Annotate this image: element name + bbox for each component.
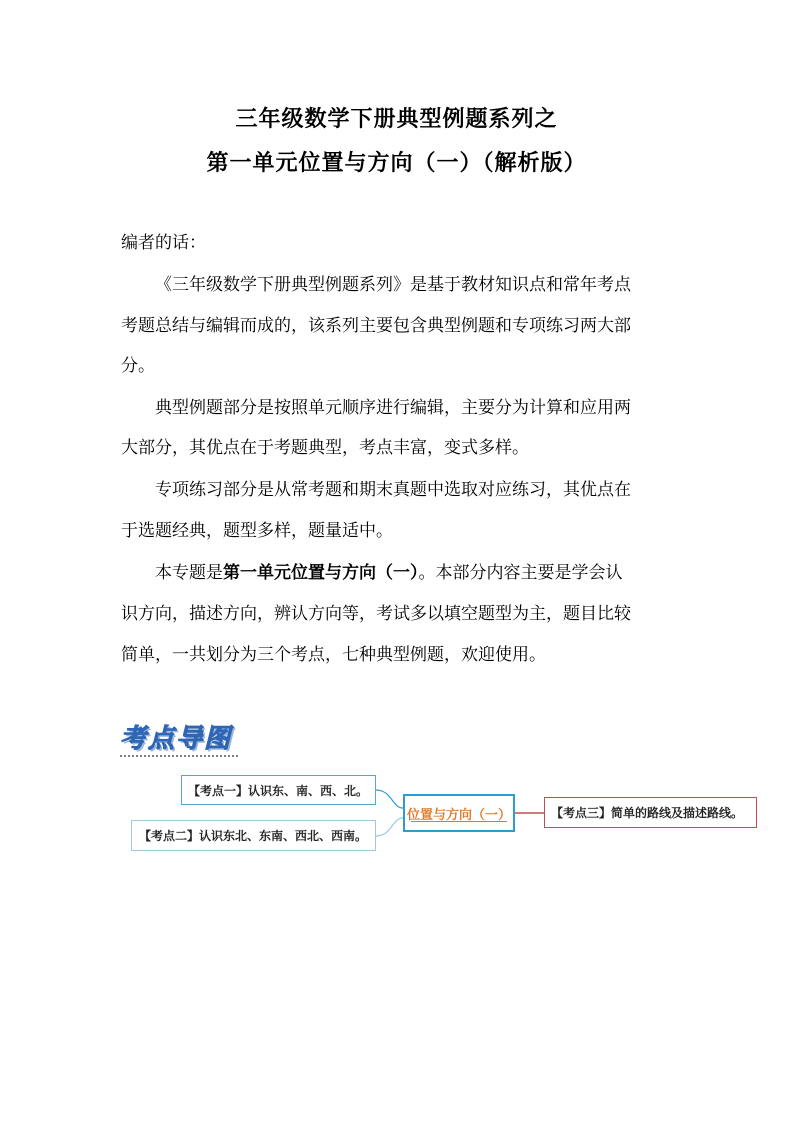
mindmap-node-kaodian-2: 【考点二】认识东北、东南、西北、西南。	[131, 820, 376, 851]
paragraph-4-text-pre: 本专题是	[155, 563, 223, 583]
paragraph-1-line-1: 《三年级数学下册典型例题系列》是基于教材知识点和常年考点	[155, 275, 631, 295]
paragraph-1-line-2: 考题总结与编辑而成的，该系列主要包含典型例题和专项练习两大部	[121, 316, 631, 336]
paragraph-3-line-1: 专项练习部分是从常考题和期末真题中选取对应练习，其优点在	[155, 480, 631, 500]
mindmap-node-kaodian-3: 【考点三】简单的路线及描述路线。	[544, 797, 757, 828]
document-title-line1: 三年级数学下册典型例题系列之	[235, 107, 558, 132]
mindmap-heading: 考点导图	[120, 724, 233, 754]
connector-kd2	[376, 818, 403, 836]
paragraph-1-line-3: 分。	[121, 356, 155, 376]
paragraph-4-text-bold: 第一单元位置与方向（一）	[223, 563, 419, 583]
paragraph-4-line-3: 简单，一共划分为三个考点，七种典型例题，欢迎使用。	[121, 645, 546, 665]
mindmap-center-underline	[411, 821, 507, 822]
paragraph-2-line-2: 大部分，其优点在于考题典型，考点丰富，变式多样。	[121, 438, 529, 458]
paragraph-4-line-2: 识方向，描述方向，辨认方向等，考试多以填空题型为主，题目比较	[121, 604, 631, 624]
intro-label: 编者的话：	[121, 233, 206, 253]
paragraph-4-text-post: 。本部分内容主要是学会认	[418, 563, 623, 583]
document-title-line2: 第一单元位置与方向（一）（解析版）	[206, 151, 587, 176]
connector-kd1	[376, 790, 403, 808]
mindmap-node-kaodian-1: 【考点一】认识东、南、西、北。	[181, 775, 376, 805]
paragraph-2-line-1: 典型例题部分是按照单元顺序进行编辑，主要分为计算和应用两	[155, 398, 631, 418]
paragraph-3-line-2: 于选题经典，题型多样，题量适中。	[121, 521, 393, 541]
mindmap-center-node: 位置与方向（一）	[403, 794, 515, 832]
